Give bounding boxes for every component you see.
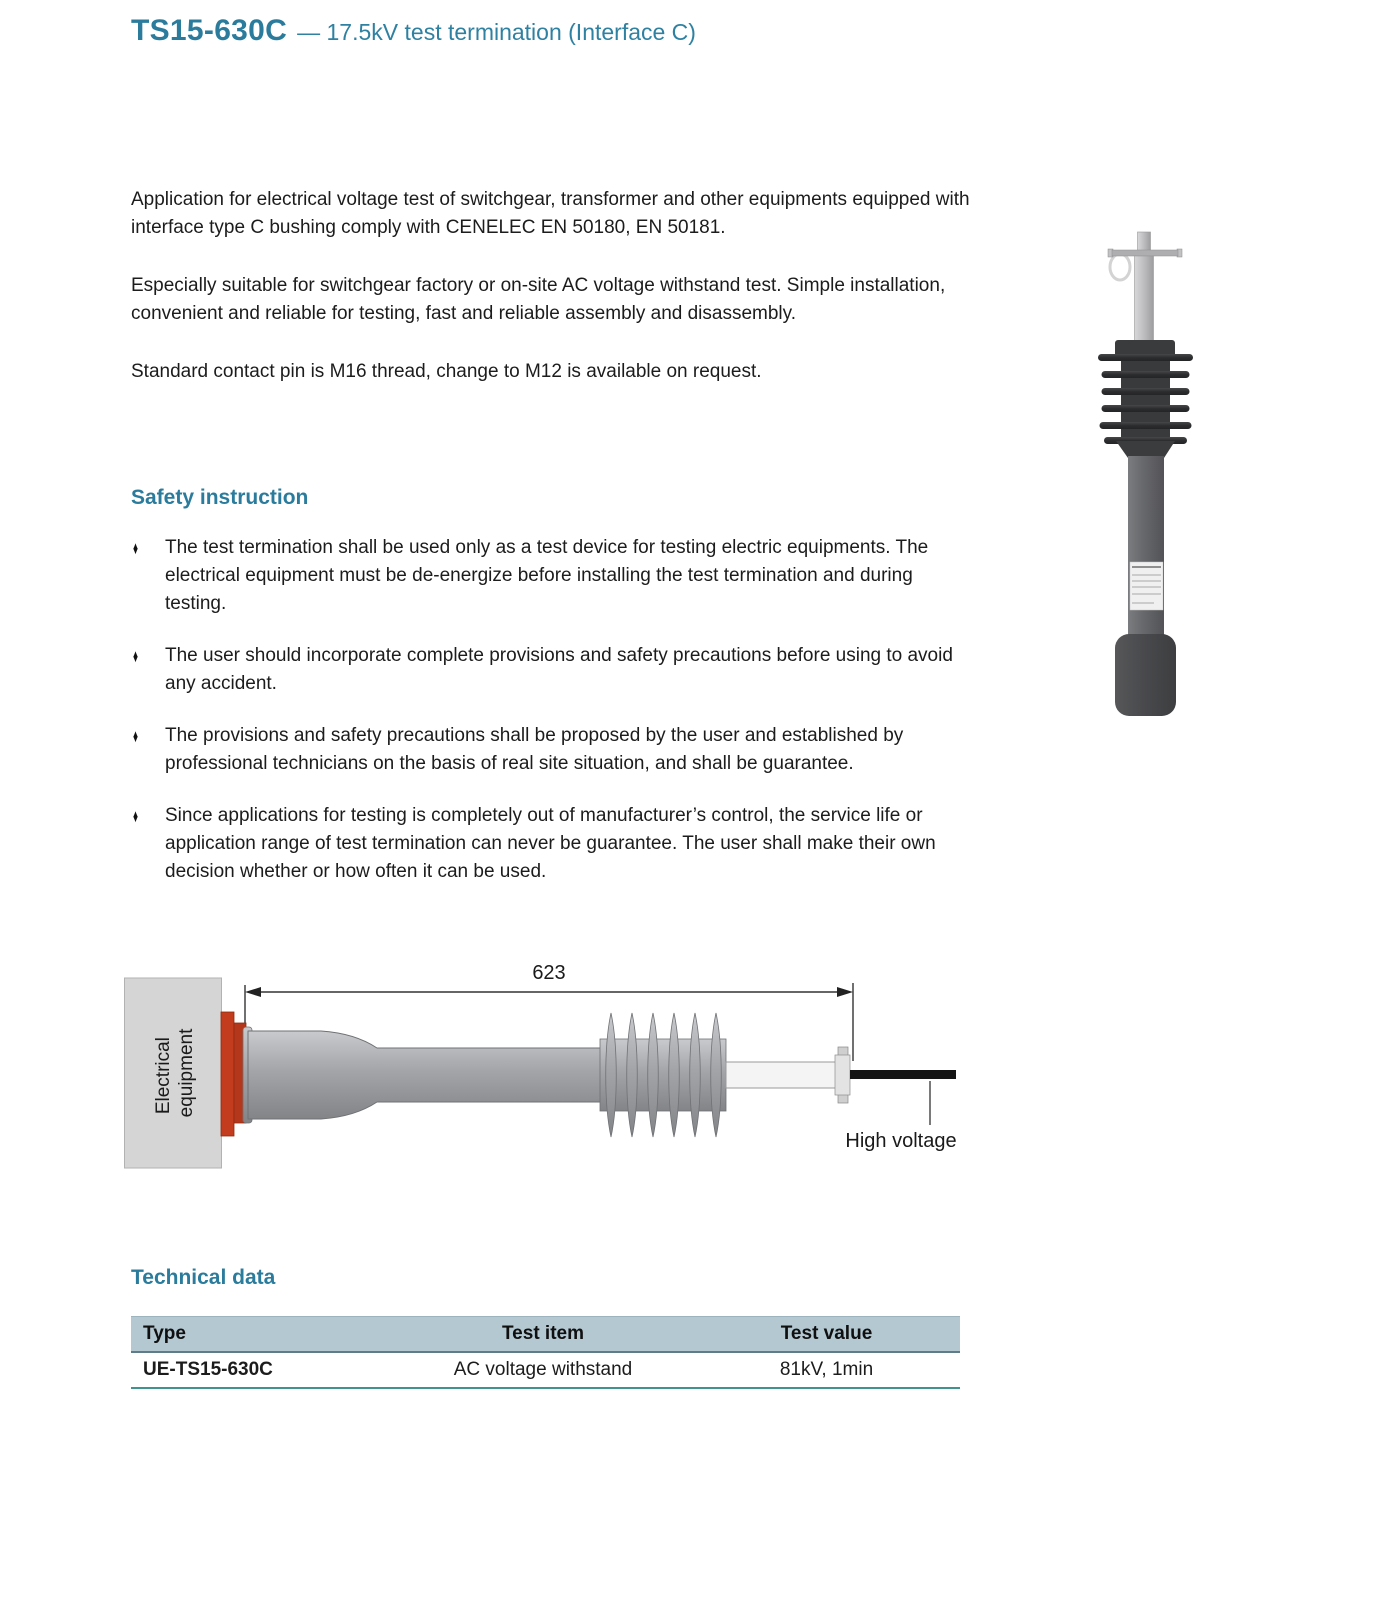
crossbar (1112, 250, 1178, 256)
product-photo (1050, 210, 1280, 720)
diamond-bullet-icon: ♦ (133, 646, 139, 666)
table-cell-type: UE-TS15-630C (131, 1352, 393, 1388)
technical-table (131, 1316, 960, 1389)
shed-neck (1116, 441, 1175, 458)
page-subtitle: — 17.5kV test termination (Interface C) (297, 19, 696, 45)
intro-section (131, 186, 983, 416)
table-cell-test-item: AC voltage withstand (393, 1352, 693, 1388)
bullet-item (133, 534, 973, 618)
shed-core (1121, 356, 1170, 442)
intro-paragraph: Especially suitable for switchgear factory or on-site AC voltage withstand test. Simple installation, convenient and reliable for testing, fast and reliable assembly and disassembly. (131, 275, 946, 324)
page-header (131, 14, 696, 48)
table-header-row (131, 1317, 960, 1353)
diamond-bullet-icon: ♦ (133, 806, 139, 826)
table-row (131, 1352, 960, 1388)
rubber-shed (1102, 371, 1190, 378)
hv-cable (850, 1070, 956, 1079)
technical-table-wrap (131, 1316, 960, 1389)
shed-fin (606, 1013, 617, 1137)
termination-body (1128, 456, 1164, 640)
metal-rod (1135, 256, 1154, 348)
rubber-shed (1100, 422, 1192, 429)
dimension-arrow-left (245, 987, 261, 997)
shed-fin (627, 1013, 638, 1137)
high-voltage-label: High voltage (845, 1130, 957, 1152)
rubber-shed (1102, 388, 1190, 395)
rubber-shed (1102, 405, 1190, 412)
contact-pin (726, 1062, 844, 1088)
bullet-text: The test termination shall be used only as a test device for testing electric equipments. The electrical equipment must be de-energize before installing the test termination and during testing. (165, 537, 929, 614)
test-termination-photo (1050, 210, 1280, 720)
intro-paragraph: Standard contact pin is M16 thread, change to M12 is available on request. (131, 361, 762, 382)
bullet-item (133, 722, 973, 778)
pin-clamp (835, 1055, 850, 1095)
dimension-label: 623 (532, 962, 566, 984)
table-header-cell: Test value (693, 1317, 960, 1353)
bullet-item (133, 802, 973, 886)
diagram-svg (124, 935, 974, 1185)
rubber-shed (1098, 354, 1193, 361)
intro-paragraph: Application for electrical voltage test of switchgear, transformer and other equipments equipped with interface type C bushing comply with CENELEC EN 50180, EN 50181. (131, 189, 970, 238)
table-header-cell: Test item (393, 1317, 693, 1353)
shed-fin (648, 1013, 659, 1137)
technical-heading: Technical data (131, 1266, 276, 1289)
dimension-arrow-right (837, 987, 853, 997)
shed-fin (690, 1013, 701, 1137)
interface-flange (221, 1012, 234, 1136)
page-title: TS15-630C (131, 14, 288, 47)
shed-fin (669, 1013, 680, 1137)
svg-text:Electrical equipment: Electrical equipment (153, 1028, 197, 1118)
table-cell-test-value: 81kV, 1min (693, 1352, 960, 1388)
safety-heading: Safety instruction (131, 486, 309, 509)
diamond-bullet-icon: ♦ (133, 538, 139, 558)
dimension-diagram (124, 935, 974, 1185)
bullet-text: The user should incorporate complete provisions and safety precautions before using to avoid any accident. (165, 645, 953, 694)
termination-body (248, 1031, 601, 1119)
bullet-text: Since applications for testing is completely out of manufacturer’s control, the service life or application range of test termination can never be guarantee. The user shall make their own decision whether or how often it can be used. (165, 805, 936, 882)
safety-bullet-list (133, 534, 973, 910)
fin-core (600, 1039, 726, 1111)
lifting-clip (1110, 254, 1130, 280)
diamond-bullet-icon: ♦ (133, 726, 139, 746)
shed-fin (711, 1013, 722, 1137)
bullet-text: The provisions and safety precautions shall be proposed by the user and established by professional technicians on the basis of real site situation, and shall be guarantee. (165, 725, 904, 774)
bottom-cap (1115, 634, 1176, 716)
table-header-cell: Type (131, 1317, 393, 1353)
bullet-item (133, 642, 973, 698)
product-label (1130, 562, 1163, 610)
